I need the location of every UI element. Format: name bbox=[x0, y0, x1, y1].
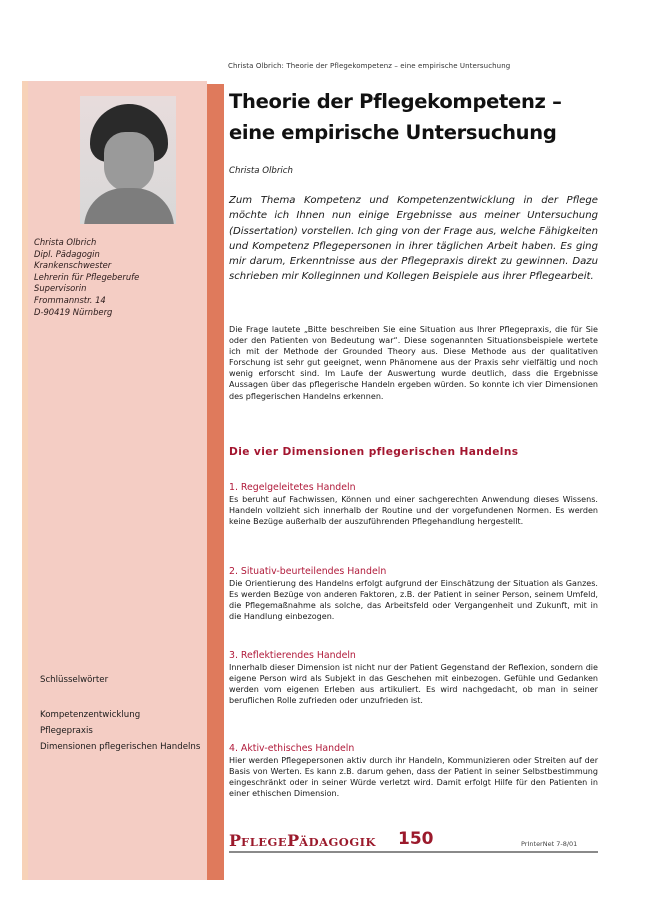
dimension-title: 1. Regelgeleitetes Handeln bbox=[229, 482, 356, 493]
bio-line: Christa Olbrich bbox=[34, 237, 97, 247]
dimension-text: Hier werden Pflegepersonen aktiv durch ihr Handeln, Kommunizieren oder Streiten auf der Basis von Werten. Es kann z.B. darum gehen, dass der Patient in seiner Selbstbestimmung eingeschränkt oder in seiner Würde verletzt wird. Damit erfolgt Hilfe für den Patienten in einer ethischen Dimension. bbox=[229, 756, 598, 799]
journal-brand bbox=[229, 831, 376, 850]
dimension-4 bbox=[229, 743, 598, 799]
keywords-list bbox=[40, 709, 205, 757]
dimension-1 bbox=[229, 482, 598, 527]
brand-part: FLEGE bbox=[241, 835, 288, 849]
dimension-3 bbox=[229, 650, 598, 706]
bio-line: D-90419 Nürnberg bbox=[34, 306, 113, 317]
dimension-title: 4. Aktiv-ethisches Handeln bbox=[229, 743, 355, 754]
article-title bbox=[229, 86, 562, 148]
article-author: Christa Olbrich bbox=[229, 166, 293, 176]
footer-rule bbox=[229, 851, 598, 853]
section-heading: Die vier Dimensionen pflegerischen Handelns bbox=[229, 446, 519, 458]
bio-line: Supervisorin bbox=[34, 283, 87, 294]
brand-part: ÄDAGOGIK bbox=[299, 835, 377, 849]
keyword-item: Dimensionen pflegerischen Handelns bbox=[40, 742, 201, 752]
article-paragraph: Die Frage lautete „Bitte beschreiben Sie eine Situation aus Ihrer Pflegepraxis, die für Sie oder den Patienten von Bedeutung war“. Diese sogenannten Situationsbeispiele wertete ich mit der Methode der Grounded Theory aus. Diese Methode aus der qualitativen Forschung ist sehr gut geeignet, wenn Phänomene aus der Praxis sehr vielfältig und noch wenig erforscht sind. Im Laufe der Auswertung wurde deutlich, dass die Ergebnisse Aussagen über das pflegerische Handeln ergeben würden. So konnte ich vier Dimensionen des pflegerischen Handelns erkennen. bbox=[229, 325, 598, 401]
bio-line: Krankenschwester bbox=[34, 260, 112, 271]
keyword-item: Pflegepraxis bbox=[40, 726, 93, 736]
issue-meta: PrInterNet 7-8/01 bbox=[521, 840, 578, 848]
brand-initial: P bbox=[287, 831, 300, 850]
bio-line: Lehrerin für Pflegeberufe bbox=[34, 271, 140, 282]
dimension-text: Die Orientierung des Handelns erfolgt aufgrund der Einschätzung der Situation als Ganzes. Es werden Bezüge von anderen Faktoren, z.B. der Patient in seiner Person, seinem Umfeld, die Pflegemaßnahme als solche, das Arbeitsfeld oder Vergangenheit und Zukunft, mit in die Handlung einbezogen. bbox=[229, 579, 598, 622]
author-bio bbox=[34, 237, 139, 318]
dimension-title: 2. Situativ-beurteilendes Handeln bbox=[229, 566, 387, 577]
keyword-item: Kompetenzentwicklung bbox=[40, 710, 141, 720]
bio-line: Frommannstr. 14 bbox=[34, 294, 106, 305]
title-line-2: eine empirische Untersuchung bbox=[229, 121, 557, 144]
bio-line: Dipl. Pädagogin bbox=[34, 248, 100, 259]
accent-bar bbox=[207, 84, 224, 880]
dimension-text: Innerhalb dieser Dimension ist nicht nur der Patient Gegenstand der Reflexion, sondern die eigene Person wird als Subjekt in das Geschehen mit einbezogen. Gefühle und Gedanken werden vom eigenen Erleben aus artikuliert. Es wird nachgedacht, ob man in seiner beruflichen Rolle zufrieden oder unzufrieden ist. bbox=[229, 663, 598, 706]
dimension-2 bbox=[229, 566, 598, 622]
title-line-1: Theorie der Pflegekompetenz – bbox=[229, 90, 562, 113]
photo-face bbox=[104, 132, 154, 192]
running-head: Christa Olbrich: Theorie der Pflegekompetenz – eine empirische Untersuchung bbox=[228, 62, 511, 70]
photo-shoulders bbox=[84, 188, 174, 224]
article-lead: Zum Thema Kompetenz und Kompetenzentwicklung in der Pflege möchte ich Ihnen nun einige Ergebnisse aus meiner Untersuchung (Dissertation) vorstellen. Ich ging von der Frage aus, welche Fähigkeiten und Kompetenz Pflegepersonen in ihrer täglichen Arbeit haben. Es ging mir darum, Erkenntnisse aus der Pflegepraxis direkt zu gewinnen. Dazu schrieben mir Kolleginnen und Kollegen Beispiele aus ihrer Pflegearbeit. bbox=[229, 195, 598, 283]
keywords-title: Schlüsselwörter bbox=[40, 675, 109, 685]
dimension-text: Es beruht auf Fachwissen, Können und einer sachgerechten Anwendung dieses Wissens. Handeln vollzieht sich innerhalb der Routine und der vorgefundenen Normen. Es werden keine Bezüge außerhalb der auszuführenden Pflegehandlung hergestellt. bbox=[229, 495, 598, 527]
page-number: 150 bbox=[398, 829, 434, 849]
dimension-title: 3. Reflektierendes Handeln bbox=[229, 650, 356, 661]
brand-initial: P bbox=[229, 831, 242, 850]
author-photo bbox=[80, 96, 176, 224]
